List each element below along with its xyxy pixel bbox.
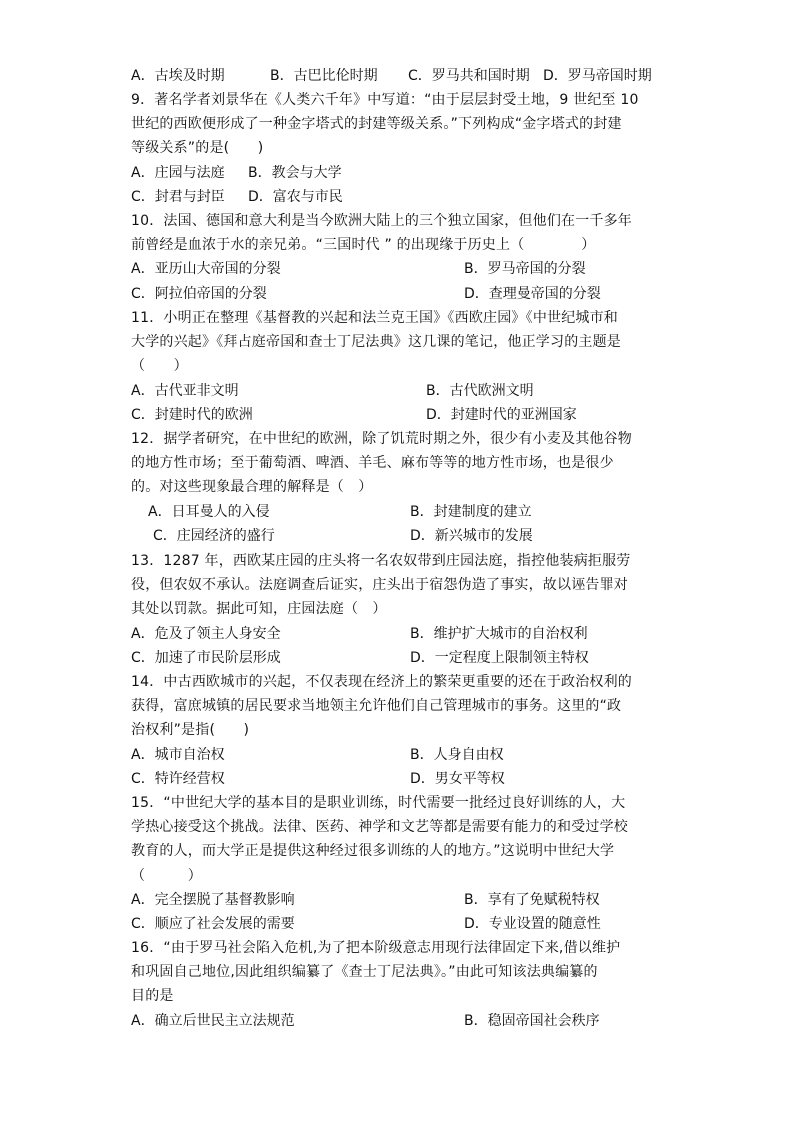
- q12-option-c[interactable]: C．庄园经济的盛行: [153, 527, 275, 544]
- q15-option-d[interactable]: D．专业设置的随意性: [464, 915, 601, 932]
- q12-option-d[interactable]: D．新兴城市的发展: [410, 527, 533, 544]
- q14-option-c[interactable]: C．特许经营权: [131, 770, 225, 787]
- q9-option-b[interactable]: B．教会与大学: [248, 164, 342, 181]
- q11-option-d[interactable]: D．封建时代的亚洲国家: [426, 406, 577, 423]
- q14-option-d[interactable]: D．男女平等权: [410, 770, 505, 787]
- q12-stem-line: 的。对这些现象最合理的解释是（ ）: [131, 479, 373, 496]
- q14-option-a[interactable]: A．城市自治权: [131, 746, 225, 763]
- q10-option-c[interactable]: C．阿拉伯帝国的分裂: [131, 285, 267, 302]
- question-15: [131, 791, 671, 936]
- q15-stem-line: 教育的人，而大学正是提供这种经过很多训练的人的地方。”这说明中世纪大学: [131, 843, 615, 860]
- q11-stem-line: 11．小明正在整理《基督教的兴起和法兰克王国》《西欧庄园》《中世纪城市和: [131, 310, 619, 326]
- q9-option-d[interactable]: D．富农与市民: [248, 188, 343, 205]
- q9-stem-line: 世纪的西欧便形成了一种金字塔式的封建等级关系。”下列构成“金字塔式的封建: [131, 116, 622, 133]
- q8-option-c[interactable]: C．罗马共和国时期: [408, 68, 530, 84]
- q10-option-d[interactable]: D．查理曼帝国的分裂: [464, 285, 601, 302]
- q13-stem-line: 其处以罚款。据此可知，庄园法庭（ ）: [131, 601, 387, 618]
- q11-stem-line: 大学的兴起》《拜占庭帝国和查士丁尼法典》这几课的笔记，他正学习的主题是: [131, 334, 621, 351]
- question-10: [131, 209, 671, 306]
- q12-option-a[interactable]: A．日耳曼人的入侵: [148, 503, 270, 520]
- q13-option-d[interactable]: D．一定程度上限制领主特权: [410, 649, 589, 666]
- q10-stem-line: 10．法国、德国和意大利是当今欧洲大陆上的三个独立国家，但他们在一千多年: [131, 213, 633, 229]
- q8-option-a[interactable]: A．古埃及时期: [131, 68, 225, 84]
- q11-option-c[interactable]: C．封建时代的欧洲: [131, 406, 253, 423]
- question-14: [131, 670, 671, 791]
- q11-stem-line: （ ）: [131, 358, 188, 375]
- question-11: [131, 306, 671, 427]
- q14-stem-line: 14．中古西欧城市的兴起，不仅表现在经济上的繁荣更重要的还在于政治权利的: [131, 674, 633, 690]
- q13-option-c[interactable]: C．加速了市民阶层形成: [131, 649, 281, 666]
- q14-option-b[interactable]: B．人身自由权: [410, 746, 504, 763]
- q16-stem-line: 16．“由于罗马社会陷入危机,为了把本阶级意志用现行法律固定下来,借以维护: [131, 940, 621, 956]
- q9-option-c[interactable]: C．封君与封臣: [131, 188, 225, 205]
- q8-option-d[interactable]: D．罗马帝国时期: [543, 68, 652, 84]
- q15-stem-line: （ ）: [131, 867, 202, 884]
- q15-option-c[interactable]: C．顺应了社会发展的需要: [131, 915, 295, 932]
- q12-option-b[interactable]: B．封建制度的建立: [410, 503, 532, 520]
- q10-option-a[interactable]: A．亚历山大帝国的分裂: [131, 261, 281, 278]
- q13-stem-line: 13．1287 年，西欧某庄园的庄头将一名农奴带到庄园法庭，指控他装病拒服劳: [131, 553, 631, 569]
- q9-stem-line: 等级关系”的是( ): [131, 140, 264, 157]
- question-9: [131, 88, 671, 209]
- q10-stem-line: 前曾经是血浓于水的亲兄弟。“三国时代 ” 的出现缘于历史上（ ）: [131, 237, 596, 254]
- question-16: [131, 936, 671, 1033]
- q9-option-a[interactable]: A．庄园与法庭: [131, 164, 225, 181]
- question-12: [131, 427, 671, 548]
- q15-option-b[interactable]: B．享有了免赋税特权: [464, 891, 600, 908]
- q16-stem-line: 和巩固自己地位,因此组织编纂了《查士丁尼法典》。”由此可知该法典编纂的: [131, 964, 598, 981]
- q15-stem-line: 15．“中世纪大学的基本目的是职业训练，时代需要一批经过良好训练的人，大: [131, 795, 626, 811]
- q11-option-b[interactable]: B．古代欧洲文明: [426, 382, 534, 399]
- q8-option-b[interactable]: B．古巴比伦时期: [270, 68, 378, 84]
- q11-option-a[interactable]: A．古代亚非文明: [131, 382, 239, 399]
- q13-stem-line: 役，但农奴不承认。法庭调查后证实，庄头出于宿怨伪造了事实，故以诬告罪对: [131, 577, 628, 594]
- q16-option-b[interactable]: B．稳固帝国社会秩序: [464, 1012, 600, 1029]
- question-13: [131, 549, 671, 670]
- q12-stem-line: 12．据学者研究，在中世纪的欧洲，除了饥荒时期之外，很少有小麦及其他谷物: [131, 431, 633, 447]
- q16-stem-line: 目的是: [131, 988, 174, 1005]
- q14-stem-line: 获得，富庶城镇的居民要求当地领主允许他们自己管理城市的事务。这里的“政: [131, 698, 622, 715]
- q15-stem-line: 学热心接受这个挑战。法律、医药、神学和文艺等都是需要有能力的和受过学校: [131, 819, 628, 836]
- q15-option-a[interactable]: A．完全摆脱了基督教影响: [131, 891, 295, 908]
- q13-option-a[interactable]: A．危及了领主人身安全: [131, 625, 281, 642]
- q14-stem-line: 治权利”是指( ): [131, 722, 250, 739]
- q12-stem-line: 的地方性市场；至于葡萄酒、啤酒、羊毛、麻布等等的地方性市场，也是很少: [131, 455, 614, 472]
- question-8: [131, 64, 671, 88]
- q9-stem-line: 9．著名学者刘景华在《人类六千年》中写道：“由于层层封受土地，9 世纪至 10: [131, 92, 639, 108]
- q13-option-b[interactable]: B．维护扩大城市的自治权利: [410, 625, 588, 642]
- q16-option-a[interactable]: A．确立后世民主立法规范: [131, 1012, 295, 1029]
- q10-option-b[interactable]: B．罗马帝国的分裂: [464, 261, 586, 278]
